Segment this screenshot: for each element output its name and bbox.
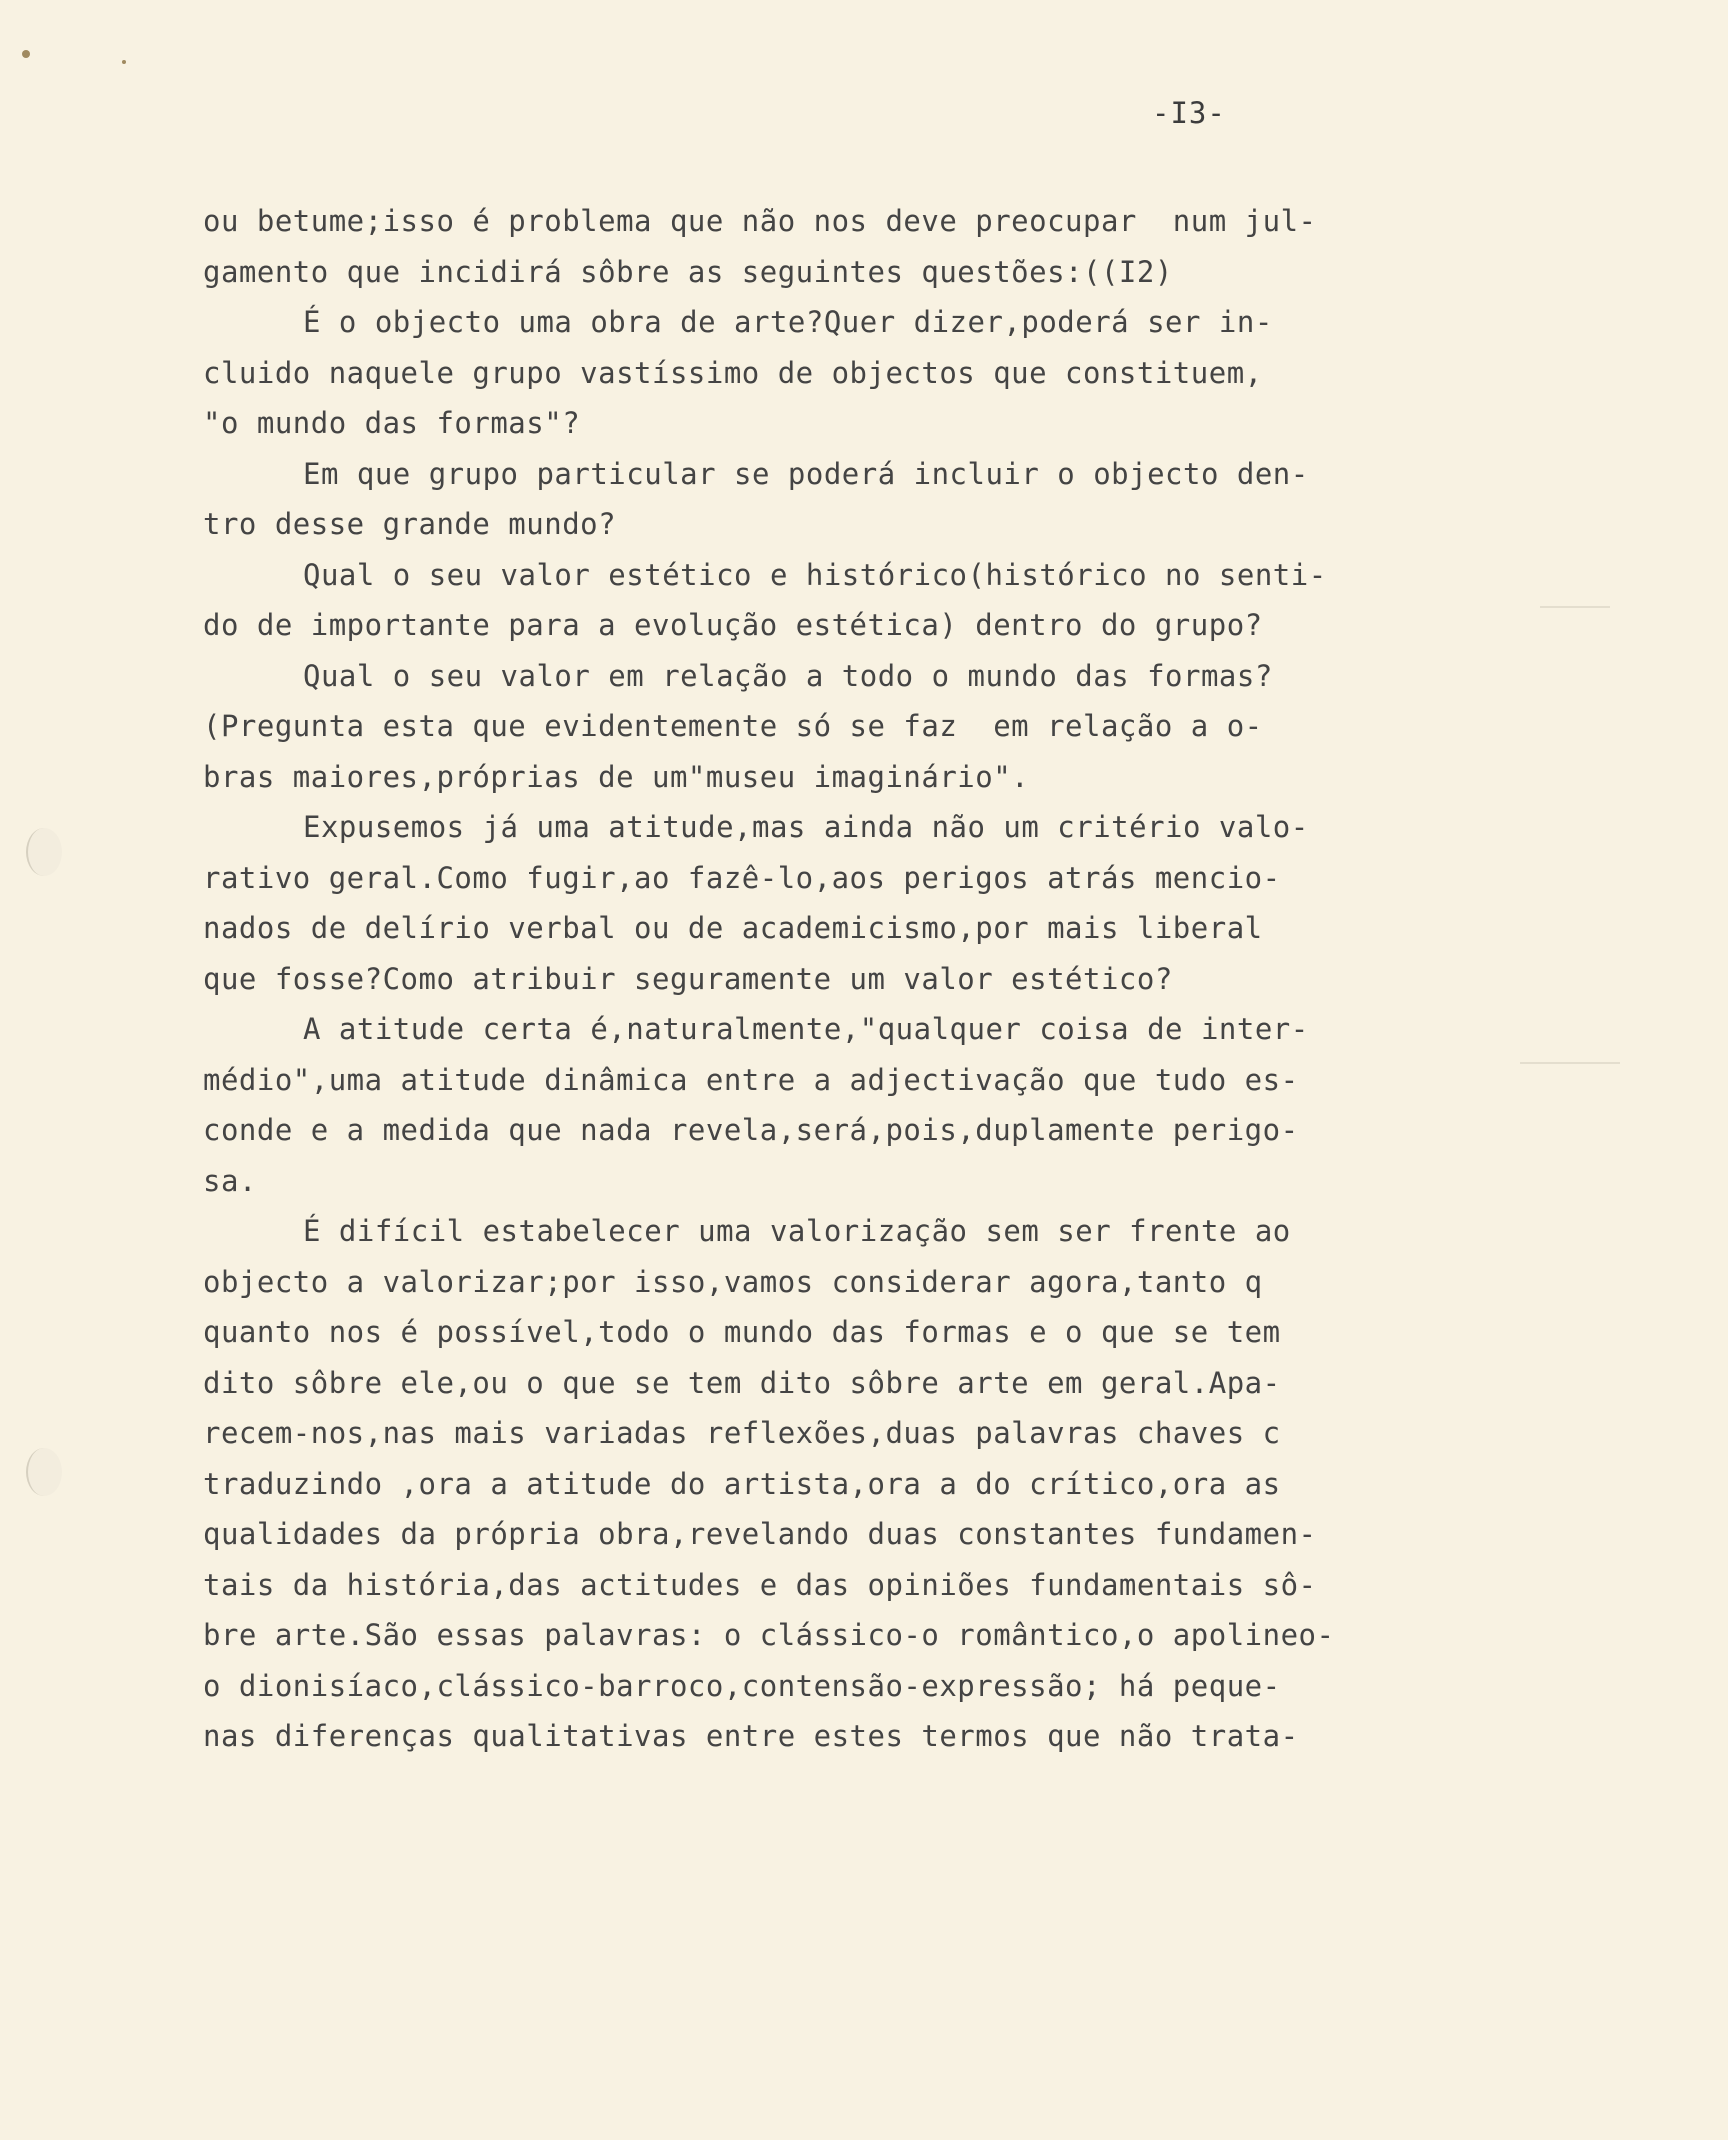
text-line: bras maiores,próprias de um"museu imaginário". xyxy=(203,759,1030,794)
text-line: que fosse?Como atribuir seguramente um valor estético? xyxy=(203,961,1173,996)
text-line: Qual o seu valor estético e histórico(histórico no senti- xyxy=(303,557,1327,592)
text-line: dito sôbre ele,ou o que se tem dito sôbre arte em geral.Apa- xyxy=(203,1365,1281,1400)
text-line: objecto a valorizar;por isso,vamos considerar agora,tanto q xyxy=(203,1264,1263,1299)
text-line: (Pregunta esta que evidentemente só se faz em relação a o- xyxy=(203,709,1263,743)
text-line: traduzindo ,ora a atitude do artista,ora a do crítico,ora as xyxy=(203,1466,1281,1501)
text-line: gamento que incidirá sôbre as seguintes questões:((I2) xyxy=(203,254,1173,289)
text-line: É o objecto uma obra de arte?Quer dizer,poderá ser in- xyxy=(303,305,1273,339)
page-number: -I3- xyxy=(1152,96,1226,130)
text-line: "o mundo das formas"? xyxy=(203,406,581,440)
text-line: Em que grupo particular se poderá incluir o objecto den- xyxy=(303,456,1309,491)
text-line: conde e a medida que nada revela,será,pois,duplamente perigo- xyxy=(203,1113,1299,1147)
text-line: do de importante para a evolução estética) dentro do grupo? xyxy=(203,608,1263,642)
text-line: o dionisíaco,clássico-barroco,contensão-expressão; há peque- xyxy=(203,1668,1281,1703)
punch-hole xyxy=(26,828,62,876)
text-line: cluido naquele grupo vastíssimo de objectos que constituem, xyxy=(203,355,1263,390)
text-line: quanto nos é possível,todo o mundo das formas e o que se tem xyxy=(203,1315,1281,1349)
text-line: A atitude certa é,naturalmente,"qualquer coisa de inter- xyxy=(303,1012,1309,1046)
text-line: tais da história,das actitudes e das opiniões fundamentais sô- xyxy=(203,1567,1317,1602)
text-line: nados de delírio verbal ou de academicismo,por mais liberal xyxy=(203,911,1263,945)
text-line: qualidades da própria obra,revelando duas constantes fundamen- xyxy=(203,1517,1317,1551)
text-line: tro desse grande mundo? xyxy=(203,507,617,541)
text-line: recem-nos,nas mais variadas reflexões,duas palavras chaves c xyxy=(203,1416,1281,1450)
text-line: sa. xyxy=(203,1163,257,1198)
typed-text-body xyxy=(203,196,1503,1762)
text-line: Qual o seu valor em relação a todo o mundo das formas? xyxy=(303,658,1273,693)
text-line: bre arte.São essas palavras: o clássico-o romântico,o apolineo- xyxy=(203,1618,1335,1652)
text-line: nas diferenças qualitativas entre estes termos que não trata- xyxy=(203,1719,1299,1753)
text-line: É difícil estabelecer uma valorização sem ser frente ao xyxy=(303,1214,1291,1248)
ink-speck xyxy=(122,60,126,64)
ink-speck xyxy=(22,50,30,58)
text-line: ou betume;isso é problema que não nos deve preocupar num jul- xyxy=(203,204,1317,238)
margin-mark xyxy=(1540,606,1610,608)
text-line: rativo geral.Como fugir,ao fazê-lo,aos perigos atrás mencio- xyxy=(203,860,1281,895)
margin-mark xyxy=(1520,1062,1620,1064)
punch-hole xyxy=(26,1448,62,1496)
text-line: Expusemos já uma atitude,mas ainda não um critério valo- xyxy=(303,810,1309,844)
text-line: médio",uma atitude dinâmica entre a adjectivação que tudo es- xyxy=(203,1062,1299,1097)
